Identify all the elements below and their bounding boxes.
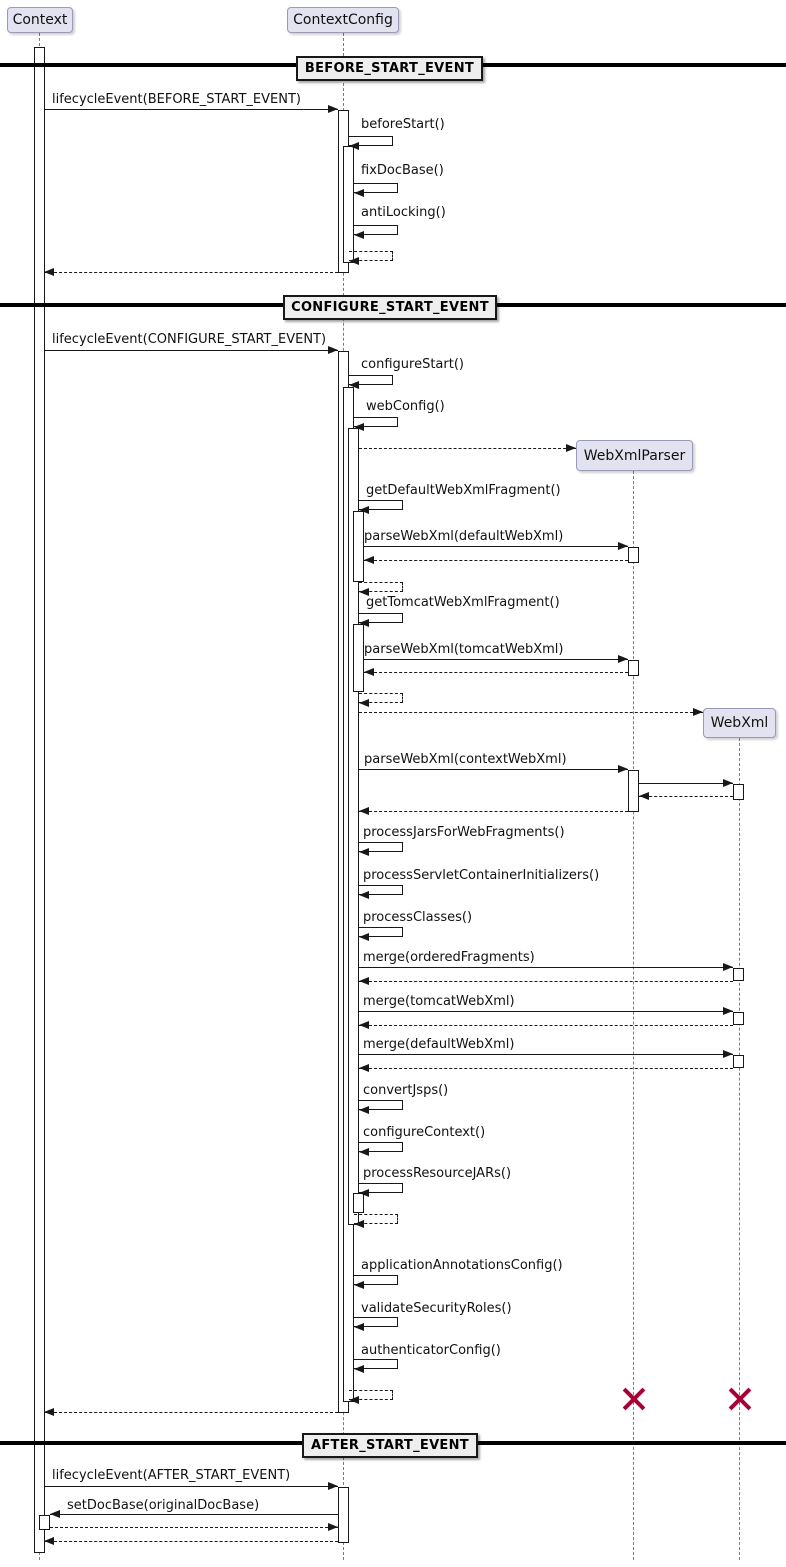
activation-bar-contextconfig-after — [338, 1487, 349, 1543]
activation-bar-context-nested — [39, 1515, 50, 1530]
message-label: configureStart() — [361, 357, 464, 372]
message-label: setDocBase(originalDocBase) — [67, 1498, 260, 1513]
return-arrow — [364, 672, 628, 673]
self-call-arrow — [359, 613, 403, 623]
activation-bar-contextconfig-nested — [343, 146, 354, 263]
message-label: processClasses() — [363, 910, 473, 925]
message-label: lifecycleEvent(CONFIGURE_START_EVENT) — [52, 332, 327, 347]
self-call-arrow — [354, 225, 398, 235]
lifeline-webxml — [739, 738, 740, 1560]
return-arrow — [359, 1068, 733, 1069]
message-label: convertJsps() — [363, 1083, 449, 1098]
self-call-arrow — [349, 136, 393, 146]
message-label: parseWebXml(contextWebXml) — [364, 752, 567, 767]
participant-webxmlparser — [576, 440, 693, 471]
destroy-icon-webxml — [727, 1386, 753, 1412]
self-call-arrow — [359, 1183, 403, 1193]
divider-label: CONFIGURE_START_EVENT — [291, 300, 489, 315]
message-arrow — [50, 1514, 338, 1515]
message-arrow — [44, 109, 338, 110]
self-call-arrow — [354, 417, 398, 427]
return-arrow — [44, 1541, 338, 1542]
self-call-arrow — [359, 1100, 403, 1110]
participant-label: ContextConfig — [293, 12, 393, 28]
activation-bar-gettomcatwebxmlfragment — [353, 624, 364, 692]
activation-bar-webxmlparser — [628, 770, 639, 812]
message-label: getTomcatWebXmlFragment() — [366, 595, 560, 610]
message-arrow-parser-to-webxml — [639, 783, 733, 784]
self-call-arrow — [359, 842, 403, 852]
divider-before-start-event — [296, 56, 483, 81]
message-arrow — [44, 1486, 338, 1487]
message-label: webConfig() — [366, 399, 445, 414]
message-arrow — [359, 1054, 733, 1055]
activation-bar-webxml — [733, 1055, 744, 1068]
self-call-arrow — [354, 1275, 398, 1285]
message-arrow — [364, 546, 628, 547]
message-label: merge(orderedFragments) — [363, 950, 535, 965]
message-label: applicationAnnotationsConfig() — [361, 1258, 563, 1273]
activation-bar-webxml — [733, 968, 744, 981]
participant-context — [7, 7, 73, 33]
message-label: authenticatorConfig() — [361, 1343, 501, 1358]
return-arrow — [50, 1527, 338, 1528]
self-call-arrow — [349, 375, 393, 385]
return-arrow — [359, 1025, 733, 1026]
message-arrow — [359, 769, 628, 770]
self-call-arrow — [354, 1359, 398, 1369]
divider-label: BEFORE_START_EVENT — [304, 61, 475, 76]
activation-bar-webxmlparser — [628, 660, 639, 676]
message-label: lifecycleEvent(AFTER_START_EVENT) — [52, 1468, 291, 1483]
self-return-arrow — [359, 582, 403, 592]
message-label: merge(tomcatWebXml) — [363, 994, 515, 1009]
message-label: beforeStart() — [361, 117, 445, 132]
participant-webxml — [703, 708, 776, 738]
message-label: getDefaultWebXmlFragment() — [366, 483, 561, 498]
return-arrow — [44, 1412, 338, 1413]
activation-bar-webxml — [733, 784, 744, 800]
destroy-icon-webxmlparser — [621, 1386, 647, 1412]
self-return-arrow — [349, 1390, 393, 1400]
participant-contextconfig — [287, 7, 399, 33]
return-arrow — [364, 560, 628, 561]
self-call-arrow — [359, 1142, 403, 1152]
return-arrow — [44, 272, 338, 273]
self-call-arrow — [359, 927, 403, 937]
message-arrow — [359, 967, 733, 968]
activation-bar-getdefaultwebxmlfragment — [353, 511, 364, 582]
self-call-arrow — [354, 1317, 398, 1327]
self-return-arrow — [359, 693, 403, 703]
message-arrow — [364, 659, 628, 660]
message-label: parseWebXml(tomcatWebXml) — [364, 642, 564, 657]
message-label: antiLocking() — [361, 205, 446, 220]
message-label: configureContext() — [363, 1125, 486, 1140]
self-call-arrow — [354, 183, 398, 193]
return-arrow — [359, 811, 628, 812]
participant-label: WebXml — [710, 715, 769, 731]
message-label: processJarsForWebFragments() — [363, 825, 565, 840]
divider-configure-start-event — [283, 295, 497, 320]
return-arrow — [359, 981, 733, 982]
message-label: parseWebXml(defaultWebXml) — [364, 529, 564, 544]
self-call-arrow — [359, 885, 403, 895]
self-return-arrow — [349, 251, 393, 261]
activation-bar-webxml — [733, 1012, 744, 1025]
message-arrow — [44, 350, 338, 351]
message-label: lifecycleEvent(BEFORE_START_EVENT) — [52, 92, 301, 107]
create-arrow-webxmlparser — [359, 448, 576, 449]
self-call-arrow — [359, 500, 403, 510]
participant-label: Context — [12, 12, 68, 28]
divider-after-start-event — [302, 1433, 478, 1458]
participant-label: WebXmlParser — [583, 447, 686, 464]
self-return-arrow — [354, 1214, 398, 1224]
message-label: merge(defaultWebXml) — [363, 1037, 515, 1052]
message-label: fixDocBase() — [361, 163, 444, 178]
message-label: processServletContainerInitializers() — [363, 868, 600, 883]
message-arrow — [359, 1011, 733, 1012]
divider-label: AFTER_START_EVENT — [311, 1438, 469, 1453]
message-label: processResourceJARs() — [363, 1166, 512, 1181]
create-arrow-webxml — [359, 712, 703, 713]
message-label: validateSecurityRoles() — [361, 1301, 512, 1316]
return-arrow — [639, 796, 733, 797]
activation-bar-webxmlparser — [628, 547, 639, 563]
